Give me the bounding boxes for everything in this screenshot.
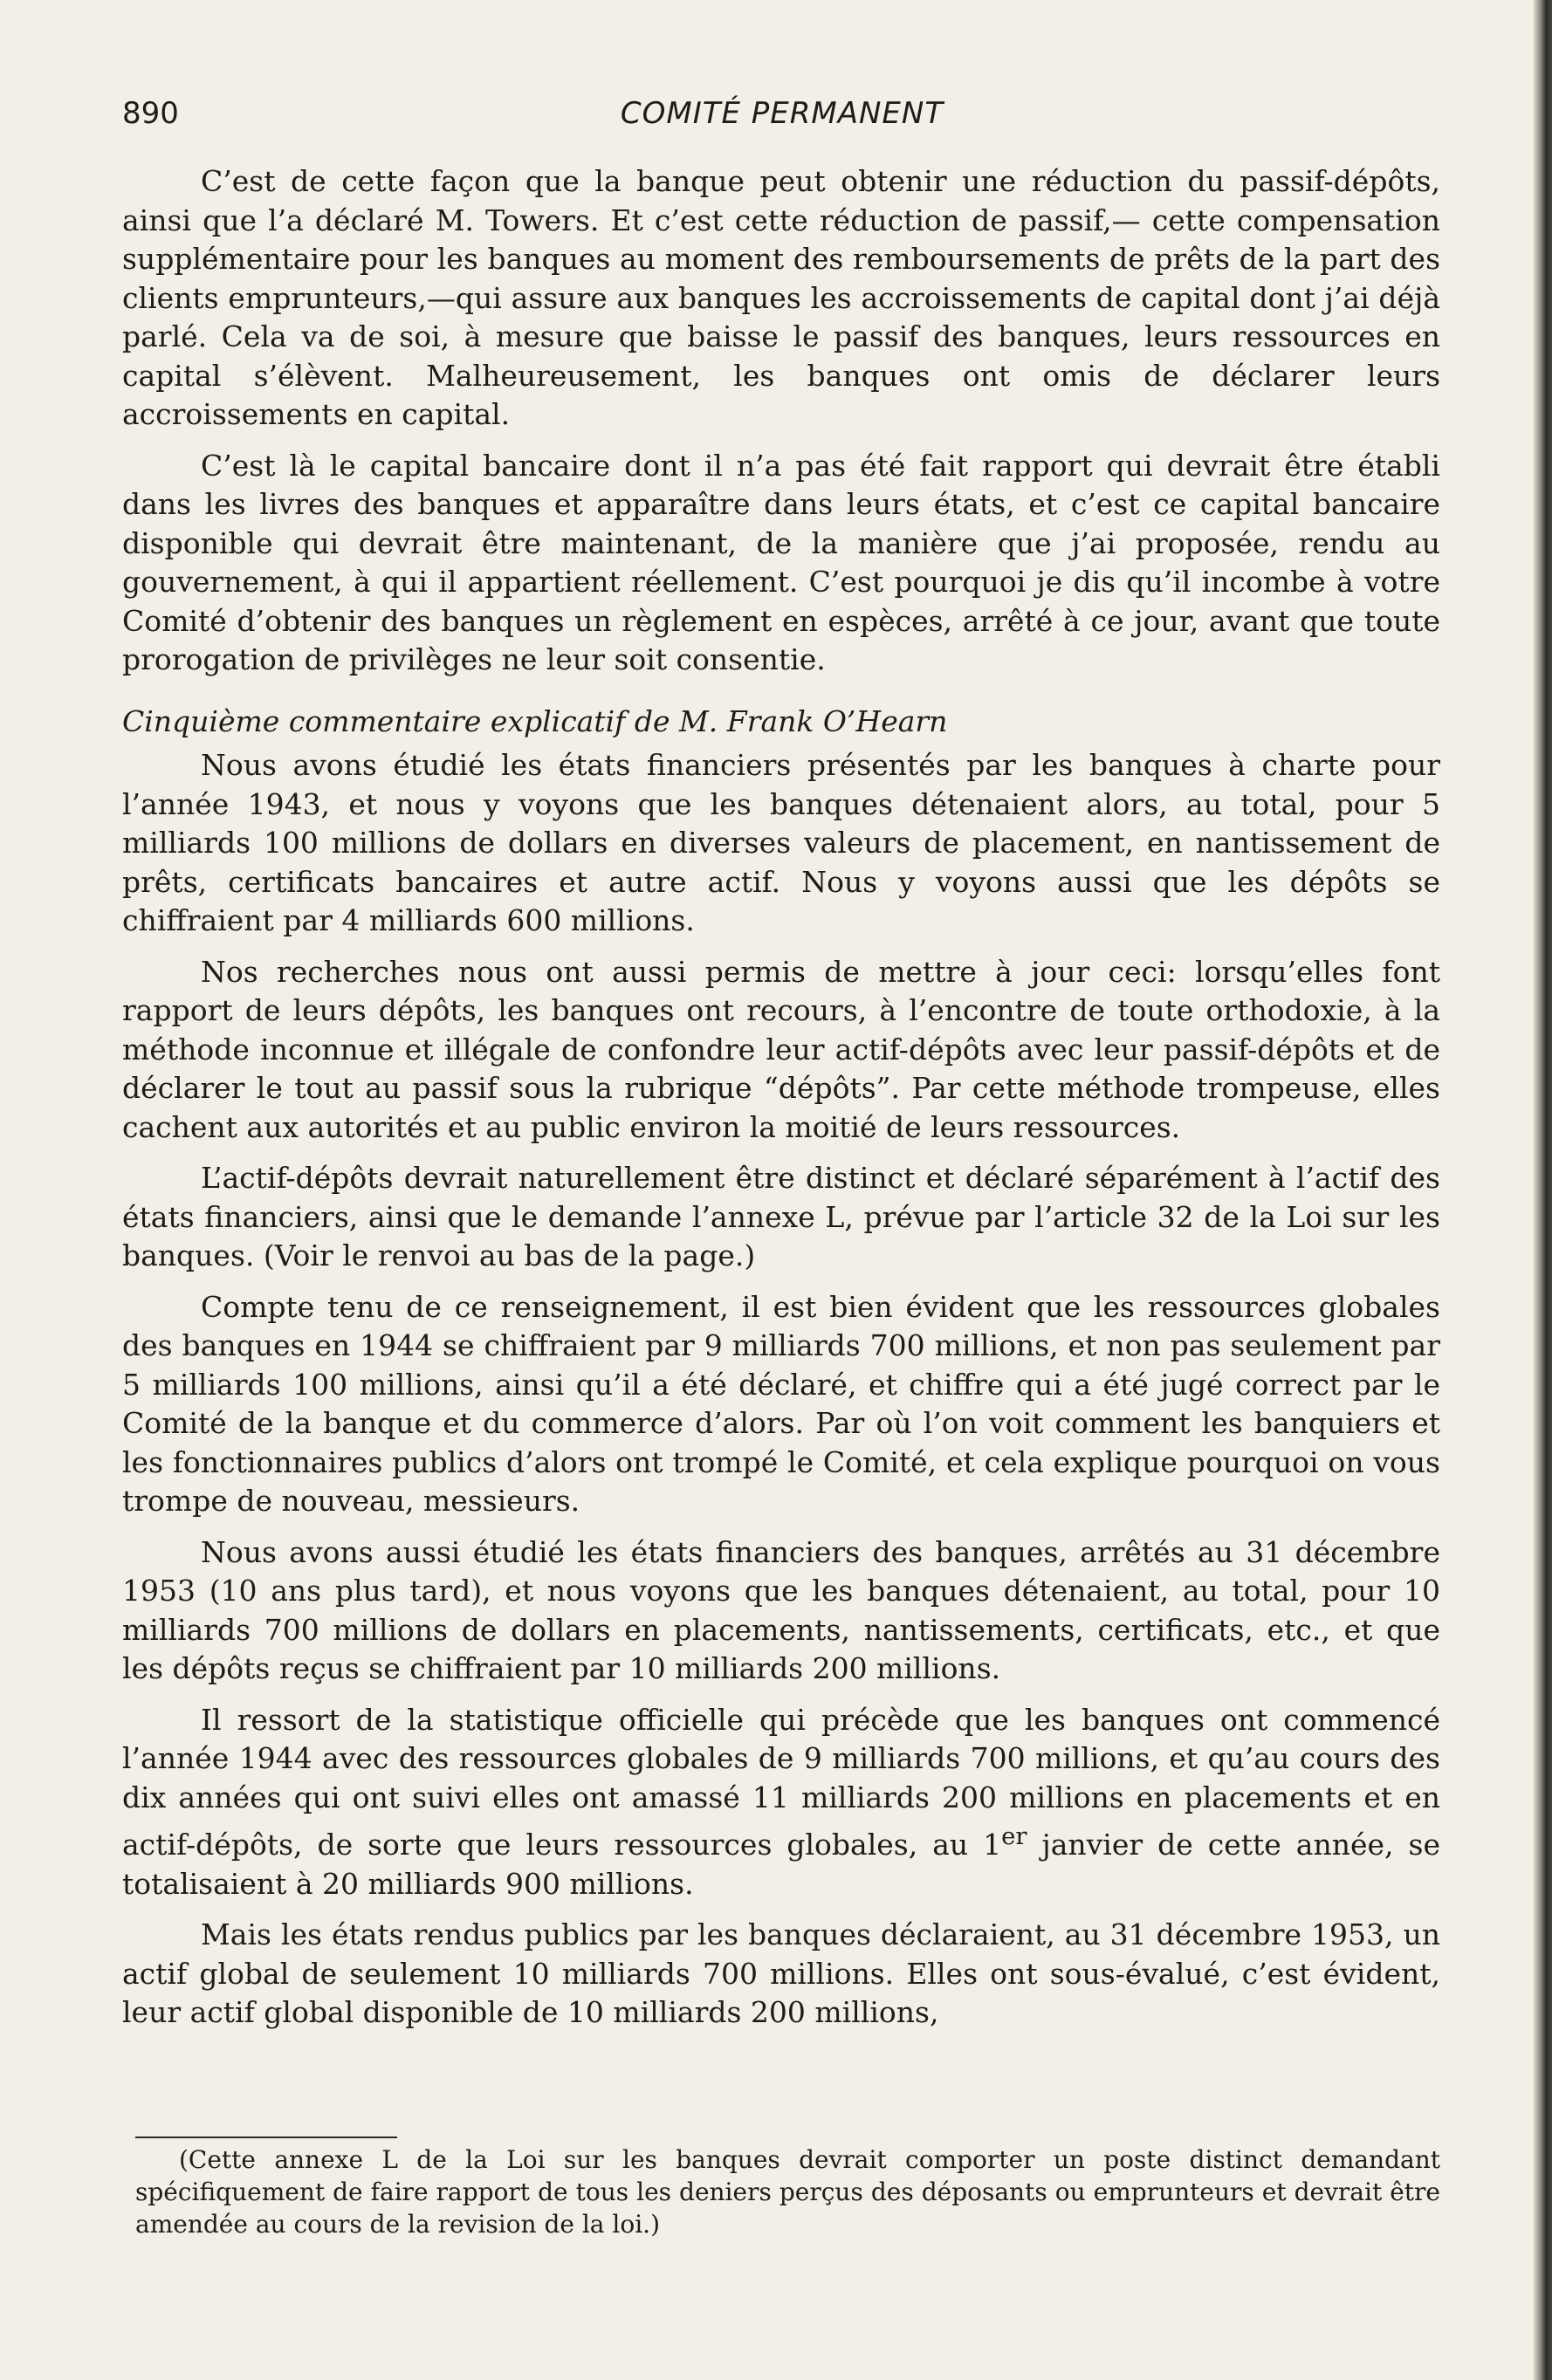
- paragraph: Nos recherches nous ont aussi permis de mettre à jour ceci: lorsqu’elles font rapport de leurs dépôts, les banques ont recours, à l’encontre de toute orthodoxie, à la méthode inconnue et illégale de confondre leur actif-dépôts avec leur passif-dépôts et de déclarer le tout au passif sous la rubrique “dépôts”. Par cette méthode trompeuse, elles cachent aux autorités et au public environ la moitié de leurs ressources.: [122, 954, 1440, 1144]
- paragraph: Nous avons aussi étudié les états financiers des banques, arrêtés au 31 décembre 1953 (10 ans plus tard), et nous voyons que les banques détenaient, au total, pour 10 milliards 700 millions de dollars en placements, nantissements, certificats, etc., et que les dépôts reçus se chiffraient par 10 milliards 200 millions.: [122, 1534, 1440, 1685]
- footnote-rule: [135, 2137, 397, 2138]
- page-number: 890: [122, 96, 179, 131]
- running-header: [122, 92, 1442, 135]
- footnote: (Cette annexe L de la Loi sur les banques devrait comporter un poste distinct demandant spécifiquement de faire rapport de tous les deniers perçus des déposants ou emprunteurs et devrait être amendée au cours de la revision de la loi.): [135, 2145, 1440, 2239]
- paragraph-text: Il ressort de la statistique officielle qui précède que les banques ont commencé l’année 1944 avec des ressources globales de 9 milliards 700 millions, et qu’au cours des dix années qui ont suivi elles ont amassé 11 milliards 200 millions en placements et en actif-dépôts, de sorte que leurs ressources globales, au 1: [122, 1702, 1440, 1862]
- running-title: COMITÉ PERMANENT: [620, 96, 944, 131]
- paragraph-text: janvier de cette année, se totalisaient à 20 milliards 900 millions.: [122, 1828, 1440, 1901]
- paragraph: C’est de cette façon que la banque peut obtenir une réduction du passif-dépôts, ainsi que l’a déclaré M. Towers. Et c’est cette réduction de passif,— cette compensation supplémentaire pour les banques au moment des remboursements de prêts de la part des clients emprunteurs,—qui assure aux banques les accroissements de capital dont j’ai déjà parlé. Cela va de soi, à mesure que baisse le passif des banques, leurs ressources en capital s’élèvent. Malheureusement, les banques ont omis de déclarer leurs accroissements en capital.: [122, 164, 1440, 431]
- page-binding-edge: [1533, 0, 1552, 2380]
- body-text: [122, 162, 1440, 2045]
- paragraph: Compte tenu de ce renseignement, il est bien évident que les ressources globales des banques en 1944 se chiffraient par 9 milliards 700 millions, et non pas seulement par 5 milliards 100 millions, ainsi qu’il a été déclaré, et chiffre qui a été jugé correct par le Comité de la banque et du commerce d’alors. Par où l’on voit comment les banquiers et les fonctionnaires publics d’alors ont trompé le Comité, et cela explique pourquoi on vous trompe de nouveau, messieurs.: [122, 1289, 1440, 1518]
- paragraph: [122, 1701, 1440, 1904]
- paragraph: Mais les états rendus publics par les banques déclaraient, au 31 décembre 1953, un actif global de seulement 10 milliards 700 millions. Elles ont sous-évalué, c’est évident, leur actif global disponible de 10 milliards 200 millions,: [122, 1917, 1440, 2029]
- paragraph: L’actif-dépôts devrait naturellement être distinct et déclaré séparément à l’actif des états financiers, ainsi que le demande l’annexe L, prévue par l’article 32 de la Loi sur les banques. (Voir le renvoi au bas de la page.): [122, 1161, 1440, 1272]
- superscript-ordinal: er: [1001, 1822, 1027, 1850]
- section-heading: Cinquième commentaire explicatif de M. Frank O’Hearn: [122, 703, 948, 738]
- paragraph: C’est là le capital bancaire dont il n’a pas été fait rapport qui devrait être établi dans les livres des banques et apparaître dans leurs états, et c’est ce capital bancaire disponible qui devrait être maintenant, de la manière que j’ai proposée, rendu au gouvernement, à qui il appartient réellement. C’est pourquoi je dis qu’il incombe à votre Comité d’obtenir des banques un règlement en espèces, arrêté à ce jour, avant que toute prorogation de privilèges ne leur soit consentie.: [122, 448, 1440, 676]
- paragraph: Nous avons étudié les états financiers présentés par les banques à charte pour l’année 1943, et nous y voyons que les banques détenaient alors, au total, pour 5 milliards 100 millions de dollars en diverses valeurs de placement, en nantissement de prêts, certificats bancaires et autre actif. Nous y voyons aussi que les dépôts se chiffraient par 4 milliards 600 millions.: [122, 748, 1440, 937]
